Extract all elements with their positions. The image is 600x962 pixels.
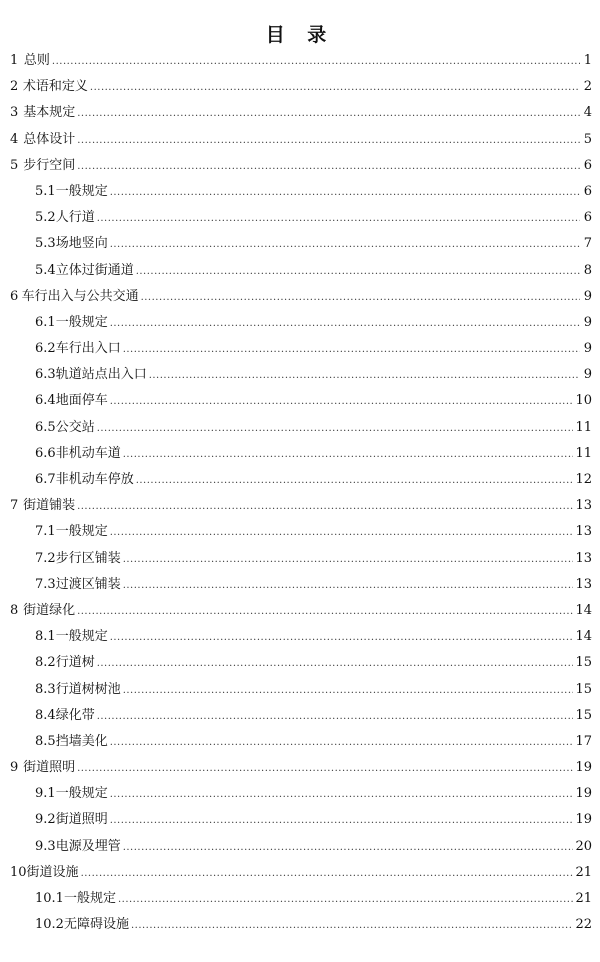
toc-entry-page: 17 bbox=[575, 733, 592, 749]
toc-entry[interactable] bbox=[10, 363, 592, 389]
toc-entry-page: 2 bbox=[583, 79, 592, 95]
toc-entry[interactable] bbox=[10, 154, 592, 180]
dot-leader bbox=[123, 682, 574, 697]
toc-entry[interactable] bbox=[10, 520, 592, 546]
toc-entry-number: 10.1 bbox=[35, 891, 64, 906]
toc-entry[interactable] bbox=[10, 468, 592, 494]
dot-leader bbox=[97, 420, 574, 435]
toc-entry-title: 车行出入口 bbox=[55, 341, 121, 357]
toc-entry-title: 术语和定义 bbox=[22, 79, 88, 95]
toc-entry-number: 5 bbox=[10, 157, 19, 173]
toc-entry-number: 3 bbox=[10, 105, 19, 121]
toc-entry-number: 6.4 bbox=[35, 393, 56, 409]
toc-entry-title: 一般规定 bbox=[55, 183, 108, 199]
toc-entry-page: 8 bbox=[583, 262, 592, 278]
dot-leader bbox=[141, 289, 580, 304]
toc-entry-number: 7.1 bbox=[35, 524, 56, 540]
toc-entry-number: 1 bbox=[10, 53, 19, 68]
dot-leader bbox=[136, 472, 574, 487]
dot-leader bbox=[97, 210, 580, 225]
toc-entry-number: 10.2 bbox=[35, 917, 64, 933]
toc-entry-number: 5.1 bbox=[35, 183, 56, 199]
toc-entry-title: 基本规定 bbox=[23, 105, 76, 121]
toc-entry-page: 20 bbox=[575, 838, 592, 854]
toc-entry-number: 10 bbox=[10, 864, 27, 880]
dot-leader bbox=[77, 132, 580, 147]
toc-entry[interactable] bbox=[10, 887, 592, 913]
toc-entry-page: 6 bbox=[583, 210, 592, 226]
toc-entry-page: 21 bbox=[575, 864, 592, 880]
toc-entry-number: 5.2 bbox=[35, 210, 56, 226]
toc-entry-title: 行道树 bbox=[55, 655, 95, 671]
toc-entry-title: 一般规定 bbox=[55, 524, 108, 540]
dot-leader bbox=[110, 315, 580, 330]
toc-entry-page: 13 bbox=[575, 524, 592, 540]
toc-entry-page: 15 bbox=[575, 655, 592, 671]
toc-entry-page: 14 bbox=[575, 629, 592, 645]
dot-leader bbox=[110, 629, 574, 644]
toc-entry-title: 街道绿化 bbox=[23, 602, 76, 618]
toc-entry[interactable] bbox=[10, 311, 592, 337]
toc-entry-page: 13 bbox=[575, 576, 592, 592]
toc-entry[interactable] bbox=[10, 861, 592, 887]
toc-entry-title: 挡墙美化 bbox=[55, 733, 108, 749]
table-of-contents bbox=[10, 49, 592, 939]
dot-leader bbox=[77, 105, 580, 120]
toc-entry-page: 5 bbox=[583, 131, 592, 147]
toc-entry-page: 9 bbox=[583, 314, 592, 330]
dot-leader bbox=[77, 760, 573, 775]
toc-entry[interactable] bbox=[10, 206, 592, 232]
toc-entry[interactable] bbox=[10, 101, 592, 127]
toc-entry-title: 街道设施 bbox=[26, 864, 79, 880]
toc-entry[interactable] bbox=[10, 75, 592, 101]
toc-entry-number: 5.4 bbox=[35, 262, 56, 278]
toc-entry-number: 8.5 bbox=[35, 733, 56, 749]
toc-entry[interactable] bbox=[10, 232, 592, 258]
toc-entry[interactable] bbox=[10, 782, 592, 808]
page-title: 目 录 bbox=[265, 24, 335, 46]
toc-entry-page: 15 bbox=[575, 707, 592, 723]
toc-entry-title: 轨道站点出入口 bbox=[55, 367, 147, 383]
toc-entry[interactable] bbox=[10, 285, 592, 311]
toc-entry-title: 一般规定 bbox=[55, 629, 108, 645]
toc-entry-title: 无障碍设施 bbox=[63, 917, 129, 933]
toc-entry-title: 非机动车停放 bbox=[55, 472, 134, 487]
toc-entry-page: 6 bbox=[583, 157, 592, 173]
toc-entry-number: 5.3 bbox=[35, 236, 56, 252]
toc-entry[interactable] bbox=[10, 913, 592, 939]
toc-entry-number: 6.3 bbox=[35, 367, 56, 383]
toc-entry-title: 街道铺装 bbox=[23, 498, 76, 514]
toc-entry[interactable] bbox=[10, 704, 592, 730]
toc-entry[interactable] bbox=[10, 259, 592, 285]
toc-entry-page: 6 bbox=[583, 183, 592, 199]
toc-entry-page: 21 bbox=[575, 891, 592, 906]
toc-entry-title: 人行道 bbox=[55, 210, 95, 226]
toc-entry-page: 13 bbox=[575, 498, 592, 514]
toc-entry-number: 7.2 bbox=[35, 550, 56, 566]
toc-entry-page: 7 bbox=[583, 236, 592, 252]
toc-entry-number: 6 bbox=[10, 288, 19, 304]
toc-entry-number: 8.3 bbox=[35, 681, 56, 697]
toc-entry-number: 2 bbox=[10, 79, 19, 95]
toc-entry-page: 9 bbox=[583, 367, 592, 383]
toc-entry-title: 步行区铺装 bbox=[55, 550, 121, 566]
toc-entry[interactable] bbox=[10, 416, 592, 442]
toc-entry-title: 街道照明 bbox=[55, 812, 108, 828]
toc-entry-number: 6.6 bbox=[35, 445, 56, 461]
toc-entry-title: 绿化带 bbox=[55, 707, 95, 723]
toc-entry-number: 6.1 bbox=[35, 314, 56, 330]
toc-entry-title: 地面停车 bbox=[55, 393, 108, 409]
toc-entry[interactable] bbox=[10, 835, 592, 861]
toc-entry-title: 立体过街通道 bbox=[55, 262, 134, 278]
dot-leader bbox=[90, 79, 580, 94]
toc-entry-title: 行道树树池 bbox=[55, 681, 121, 697]
toc-entry-title: 非机动车道 bbox=[55, 445, 121, 461]
toc-entry-page: 22 bbox=[575, 917, 592, 933]
toc-entry-page: 11 bbox=[575, 445, 592, 461]
toc-entry[interactable] bbox=[10, 49, 592, 75]
toc-entry-page: 1 bbox=[583, 53, 592, 68]
dot-leader bbox=[136, 263, 580, 278]
dot-leader bbox=[118, 891, 573, 906]
dot-leader bbox=[110, 184, 580, 199]
toc-entry-title: 步行空间 bbox=[23, 157, 76, 173]
toc-entry-title: 一般规定 bbox=[63, 891, 116, 906]
dot-leader bbox=[77, 603, 573, 618]
toc-entry-page: 12 bbox=[575, 472, 592, 487]
toc-entry-title: 总体设计 bbox=[23, 131, 76, 147]
toc-entry-number: 8.2 bbox=[35, 655, 56, 671]
toc-entry-number: 8.1 bbox=[35, 629, 56, 645]
toc-entry-title: 一般规定 bbox=[55, 314, 108, 330]
dot-leader bbox=[110, 524, 574, 539]
toc-entry-page: 9 bbox=[583, 341, 592, 357]
dot-leader bbox=[123, 446, 574, 461]
toc-entry-page: 4 bbox=[583, 105, 592, 121]
toc-entry-title: 一般规定 bbox=[55, 786, 108, 802]
toc-entry-number: 6.7 bbox=[35, 472, 56, 487]
toc-entry-number: 7 bbox=[10, 498, 19, 514]
dot-leader bbox=[110, 812, 574, 827]
dot-leader bbox=[110, 734, 574, 749]
toc-entry-number: 9.1 bbox=[35, 786, 56, 802]
toc-entry[interactable] bbox=[10, 573, 592, 599]
dot-leader bbox=[110, 786, 574, 801]
toc-entry-title: 公交站 bbox=[55, 419, 95, 435]
toc-entry-page: 10 bbox=[575, 393, 592, 409]
toc-entry[interactable] bbox=[10, 389, 592, 415]
toc-entry[interactable] bbox=[10, 651, 592, 677]
dot-leader bbox=[110, 393, 574, 408]
toc-entry[interactable] bbox=[10, 180, 592, 206]
toc-entry-number: 8.4 bbox=[35, 707, 56, 723]
toc-entry-number: 7.3 bbox=[35, 576, 56, 592]
toc-entry-number: 6.2 bbox=[35, 341, 56, 357]
toc-entry[interactable] bbox=[10, 337, 592, 363]
dot-leader bbox=[97, 655, 574, 670]
toc-entry[interactable] bbox=[10, 678, 592, 704]
toc-entry-page: 19 bbox=[575, 786, 592, 802]
toc-entry[interactable] bbox=[10, 494, 592, 520]
toc-entry[interactable] bbox=[10, 547, 592, 573]
toc-entry-title: 过渡区铺装 bbox=[55, 576, 121, 592]
toc-entry-number: 4 bbox=[10, 131, 19, 147]
toc-entry[interactable] bbox=[10, 128, 592, 154]
dot-leader bbox=[123, 341, 580, 356]
dot-leader bbox=[131, 917, 573, 932]
toc-entry-page: 19 bbox=[575, 812, 592, 828]
toc-entry[interactable] bbox=[10, 442, 592, 468]
toc-entry-page: 9 bbox=[583, 288, 592, 304]
toc-entry-page: 14 bbox=[575, 602, 592, 618]
toc-entry-number: 9 bbox=[10, 760, 19, 776]
toc-entry[interactable] bbox=[10, 730, 592, 756]
toc-entry-number: 9.3 bbox=[35, 838, 56, 854]
dot-leader bbox=[110, 236, 580, 251]
dot-leader bbox=[123, 839, 574, 854]
toc-entry-title: 总则 bbox=[23, 53, 50, 68]
toc-entry-page: 19 bbox=[575, 760, 592, 776]
toc-entry-number: 6.5 bbox=[35, 419, 56, 435]
toc-entry[interactable] bbox=[10, 756, 592, 782]
dot-leader bbox=[123, 551, 574, 566]
toc-entry[interactable] bbox=[10, 808, 592, 834]
dot-leader bbox=[77, 158, 580, 173]
toc-entry-page: 15 bbox=[575, 681, 592, 697]
dot-leader bbox=[77, 498, 573, 513]
toc-entry-title: 场地竖向 bbox=[55, 236, 108, 252]
toc-entry-page: 13 bbox=[575, 550, 592, 566]
dot-leader bbox=[123, 577, 574, 592]
toc-entry-title: 街道照明 bbox=[23, 760, 76, 776]
dot-leader bbox=[149, 367, 580, 382]
toc-entry[interactable] bbox=[10, 625, 592, 651]
toc-entry[interactable] bbox=[10, 599, 592, 625]
dot-leader bbox=[81, 865, 574, 880]
toc-entry-number: 9.2 bbox=[35, 812, 56, 828]
toc-entry-title: 电源及埋管 bbox=[55, 838, 121, 854]
dot-leader bbox=[52, 53, 580, 68]
dot-leader bbox=[97, 708, 574, 723]
toc-entry-title: 车行出入与公共交通 bbox=[21, 288, 139, 304]
toc-entry-page: 11 bbox=[575, 419, 592, 435]
toc-entry-number: 8 bbox=[10, 602, 19, 618]
